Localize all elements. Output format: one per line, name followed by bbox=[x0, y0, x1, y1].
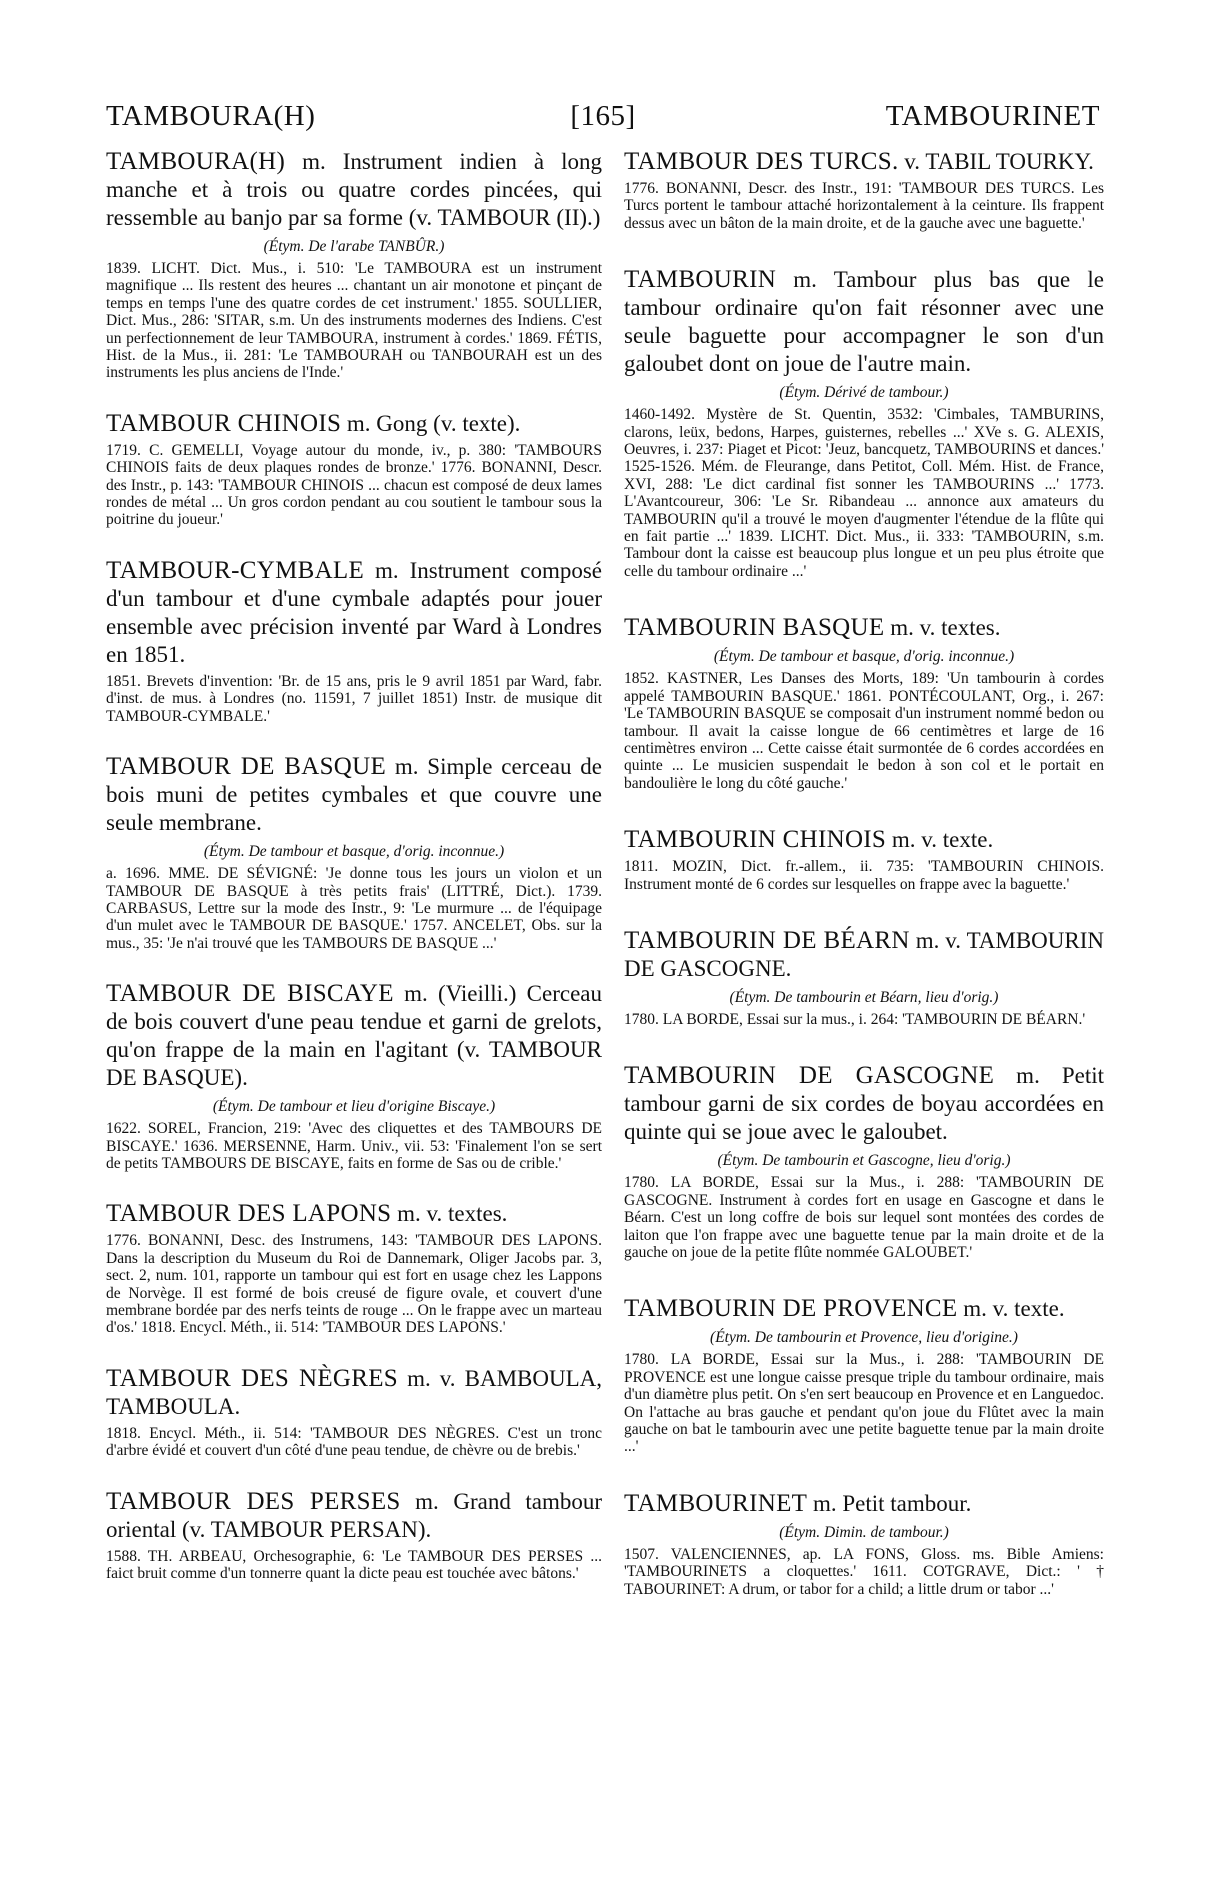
citations: 1507. VALENCIENNES, ap. LA FONS, Gloss. ms. Bible Amiens: 'TAMBOURINETS a cloquettes.' 1611. COTGRAVE, Dict.: ' † TABOURINET: A drum, or tabor for a child; a little drum or tabor ...' bbox=[624, 1545, 1104, 1598]
headword: TAMBOUR DES NÈGRES bbox=[106, 1364, 399, 1392]
etymology: (Étym. De l'arabe TANBÛR.) bbox=[263, 238, 445, 255]
dictionary-entry bbox=[624, 1490, 1104, 1598]
headword: TAMBOUR-CYMBALE bbox=[106, 556, 365, 584]
dictionary-entry bbox=[624, 1295, 1104, 1455]
entry-heading bbox=[106, 148, 602, 232]
definition: m. Instrument indien à long manche et à trois ou quatre cordes pincées, qui ressemble au banjo par sa forme (v. TAMBOUR (II).) bbox=[106, 149, 602, 230]
entry-heading bbox=[106, 753, 602, 837]
dictionary-entry bbox=[624, 148, 1104, 232]
definition: m. v. TAMBOURIN DE GASCOGNE. bbox=[624, 927, 1105, 981]
citations: 1851. Brevets d'invention: 'Br. de 15 ans, pris le 9 avril 1851 par Ward, fabr. d'inst. de mus. à Londres (no. 11591, 7 juillet 1851) Instr. de musique dit TAMBOUR-CYMBALE.' bbox=[106, 672, 602, 725]
entry-heading bbox=[624, 1062, 1104, 1146]
etymology: (Étym. De tambourin et Provence, lieu d'origine.) bbox=[710, 1329, 1018, 1347]
definition: m. v. texte. bbox=[957, 1296, 1065, 1322]
headword: TAMBOUR CHINOIS bbox=[106, 409, 342, 437]
definition: m. Instrument composé d'un tambour et d'une cymbale adaptés pour jouer ensemble avec précision inventé par Ward à Londres en 1851. bbox=[106, 557, 602, 667]
headword: TAMBOUR DES TURCS. bbox=[624, 148, 899, 175]
entry-heading bbox=[624, 927, 1104, 983]
dictionary-entry bbox=[106, 1488, 602, 1583]
citations: 1776. BONANNI, Descr. des Instr., 191: 'TAMBOUR DES TURCS. Les Turcs portent le tambour attaché horizontalement à la ceinture. Ils frappent dessus avec un bâton de la main droite, et de la gauche avec une baguette.' bbox=[624, 180, 1104, 232]
headword: TAMBOUR DES PERSES bbox=[106, 1487, 401, 1515]
definition: m. Tambour plus bas que le tambour ordinaire qu'on fait résonner avec une seule baguette pour accompagner le son d'un galoubet dont on joue de l'autre main. bbox=[624, 267, 1104, 377]
citations: 1460-1492. Mystère de St. Quentin, 3532: 'Cimbales, TAMBURINS, clarons, leüx, bedons, Harpes, guisternes, rebelles ...' XVe s. G. ALEXIS, Oeuvres, i. 237: Piaget et Picot: 'Jeuz, bancquetz, TAMBOURINS et dances.' 1525-1526. Mém. de Fleurange, dans Petitot, Coll. Mém. Hist. de France, XVI, 288: 'Le dict cardinal fist sonner les TAMBOURINS ...' 1773. L'Avantcoureur, 306: 'Le Sr. Ribandeau ... annonce aux amateurs du TAMBOURIN qu'il a trouvé le moyen d'augmenter l'étendue de la flûte qui en fait partie ...' 1839. LICHT. Dict. Mus., ii. 333: 'TAMBOURIN, s.m. Tambour dont la caisse est beaucoup plus longue et un peu plus étroite que celle du tambour ordinaire ...' bbox=[624, 406, 1104, 580]
etymology: (Étym. De tambour et basque, d'orig. inconnue.) bbox=[713, 648, 1015, 666]
headword: TAMBOUR DES LAPONS bbox=[106, 1200, 392, 1228]
right-column bbox=[624, 148, 1104, 1598]
dictionary-entry bbox=[106, 148, 602, 382]
headword: TAMBOUR DE BISCAYE bbox=[106, 980, 394, 1008]
headword: TAMBOURIN BASQUE bbox=[624, 614, 885, 642]
headword: TAMBOURINET bbox=[624, 1489, 808, 1517]
definition: m. v. BAMBOULA, TAMBOULA. bbox=[106, 1365, 602, 1419]
left-column bbox=[106, 148, 602, 1582]
definition: m. v. textes. bbox=[391, 1201, 508, 1227]
entry-heading bbox=[624, 826, 1104, 854]
citations: 1776. BONANNI, Desc. des Instrumens, 143: 'TAMBOUR DES LAPONS. Dans la description du Museum du Roi de Dannemark, Oliger Jacobs par. 3, sect. 2, num. 101, rapporte un tambour qui est fort en usage chez les Lappons de Norvège. Il est formé de bois creusé de figure ovale, et couvert d'une membrane bordée par des nerfs teints de rouge ... On le frappe avec un marteau d'os.' 1818. Encycl. Méth., ii. 514: 'TAMBOUR DES LAPONS.' bbox=[106, 1232, 602, 1337]
dictionary-entry bbox=[624, 614, 1104, 792]
dictionary-entry bbox=[624, 826, 1104, 893]
headword: TAMBOURIN DE PROVENCE bbox=[624, 1295, 958, 1323]
running-head-right: TAMBOURINET bbox=[885, 100, 1100, 132]
entry-heading bbox=[624, 266, 1104, 378]
entry-heading bbox=[106, 1365, 602, 1421]
headword: TAMBOURA(H) bbox=[106, 148, 286, 175]
definition: m. Petit tambour. bbox=[807, 1490, 972, 1516]
entry-heading bbox=[106, 1488, 602, 1544]
etymology: (Étym. De tambourin et Béarn, lieu d'orig.) bbox=[729, 988, 999, 1006]
citations: 1852. KASTNER, Les Danses des Morts, 189: 'Un tambourin à cordes appelé TAMBOURIN BASQUE.' 1861. PONTÉCOULANT, Org., i. 267: 'Le TAMBOURIN BASQUE se composait d'un instrument nommé bedon ou tambour. Il avait la caisse longue de 66 centimètres et large de 16 centimètres environ ... Cette caisse était surmontée de 6 cordes accordées en quinte ... Le musicien suspendait le bedon à son col et le portait en bandoulière le long du côté gauche.' bbox=[624, 670, 1104, 792]
definition: m. (Vieilli.) Cerceau de bois couvert d'une peau tendue et garni de grelots, qu'on frappe de la main en l'agitant (v. TAMBOUR DE BASQUE). bbox=[106, 981, 602, 1091]
definition: m. Petit tambour garni de six cordes de boyau accordées en quinte qui se joue avec le galoubet. bbox=[624, 1063, 1105, 1145]
etymology: (Étym. De tambour et lieu d'origine Biscaye.) bbox=[212, 1098, 496, 1116]
dictionary-entry bbox=[624, 266, 1104, 580]
dictionary-entry bbox=[106, 557, 602, 725]
citations: 1780. LA BORDE, Essai sur la mus., i. 264: 'TAMBOURIN DE BÉARN.' bbox=[624, 1010, 1086, 1028]
dictionary-entry bbox=[106, 1200, 602, 1336]
definition: m. Simple cerceau de bois muni de petites cymbales et que couvre une seule membrane. bbox=[106, 754, 602, 836]
dictionary-entry bbox=[624, 1062, 1104, 1261]
headword: TAMBOURIN CHINOIS bbox=[624, 826, 887, 854]
definition: m. Gong (v. texte). bbox=[341, 410, 521, 436]
headword: TAMBOURIN DE BÉARN bbox=[624, 926, 910, 954]
dictionary-entry bbox=[106, 410, 602, 529]
entry-heading bbox=[106, 410, 602, 438]
definition: v. TABIL TOURKY. bbox=[898, 149, 1094, 174]
etymology: (Étym. De tambourin et Gascogne, lieu d'orig.) bbox=[717, 1152, 1011, 1170]
entry-heading bbox=[624, 148, 1104, 176]
dictionary-entry bbox=[106, 753, 602, 952]
citations: 1588. TH. ARBEAU, Orchesographie, 6: 'Le TAMBOUR DES PERSES ... faict bruit comme d'un tonnerre quant la dicte peau est touchée avec bâtons.' bbox=[106, 1547, 602, 1582]
citations: 1839. LICHT. Dict. Mus., i. 510: 'Le TAMBOURA est un instrument magnifique ... Ils restent des heures ... chantant un air monotone et pinçant de temps en temps l'une des quatre cordes de cet instrument.' 1855. SOULLIER, Dict. Mus., 286: 'SITAR, s.m. Un des instruments modernes des Indiens. C'est un perfectionnement de leur TAMBOURA, instrument à cordes.' 1869. FÉTIS, Hist. de la Mus., ii. 281: 'Le TAMBOURAH ou TANBOURAH est un des instruments les plus anciens de l'Inde.' bbox=[106, 260, 602, 382]
dictionary-entry bbox=[106, 1365, 602, 1460]
definition: m. Grand tambour oriental (v. TAMBOUR PERSAN). bbox=[106, 1488, 602, 1542]
entry-heading bbox=[624, 1295, 1104, 1323]
citations: 1622. SOREL, Francion, 219: 'Avec des cliquettes et des TAMBOURS DE BISCAYE.' 1636. MERSENNE, Harm. Univ., vii. 53: 'Finalement l'on se sert de petits TAMBOURS DE BISCAYE, faits en forme de Sas ou de crible.' bbox=[106, 1120, 602, 1172]
entry-heading bbox=[624, 614, 1104, 642]
etymology: (Étym. Dimin. de tambour.) bbox=[779, 1523, 949, 1541]
headword: TAMBOURIN bbox=[624, 266, 777, 294]
dictionary-entry bbox=[106, 980, 602, 1172]
definition: m. v. texte. bbox=[886, 827, 994, 853]
running-head-left: TAMBOURA(H) bbox=[106, 100, 316, 132]
citations: 1818. Encycl. Méth., ii. 514: 'TAMBOUR DES NÈGRES. C'est un tronc d'arbre évidé et couvert d'un côté d'une peau tendue, de chèvre ou de brebis.' bbox=[106, 1424, 602, 1460]
etymology: (Étym. De tambour et basque, d'orig. inconnue.) bbox=[203, 843, 505, 861]
dictionary-entry bbox=[624, 927, 1104, 1028]
entry-heading bbox=[106, 557, 602, 669]
headword: TAMBOURIN DE GASCOGNE bbox=[624, 1062, 995, 1090]
page-number: [165] bbox=[570, 100, 636, 132]
headword: TAMBOUR DE BASQUE bbox=[106, 753, 387, 781]
entry-heading bbox=[624, 1490, 1104, 1518]
page-header bbox=[106, 100, 1100, 144]
entry-heading bbox=[106, 980, 602, 1092]
citations: 1811. MOZIN, Dict. fr.-allem., ii. 735: 'TAMBOURIN CHINOIS. Instrument monté de 6 cordes sur lesquelles on frappe avec la baguette.' bbox=[624, 858, 1104, 893]
citations: 1780. LA BORDE, Essai sur la Mus., i. 288: 'TAMBOURIN DE GASCOGNE. Instrument à cordes fort en usage en Gascogne et dans le Béarn. C'est un long coffre de bois sur lequel sont montées des cordes de laiton que l'on frappe avec une baguette tenue par la main droite et de la gauche on joue de la petite flûte nommée GALOUBET.' bbox=[624, 1174, 1104, 1261]
etymology: (Étym. Dérivé de tambour.) bbox=[779, 384, 949, 402]
definition: m. v. textes. bbox=[884, 615, 1001, 641]
citations: 1780. LA BORDE, Essai sur la Mus., i. 288: 'TAMBOURIN DE PROVENCE est une longue caisse presque triple du tambour ordinaire, mais d'un diamètre plus petit. On s'en sert beaucoup en Provence et en Languedoc. On l'attache au bras gauche et pendant qu'on joue du Flûtet avec la main gauche on bat le tambourin avec une petite baguette tenue par la main droite ...' bbox=[624, 1351, 1104, 1456]
citations: a. 1696. MME. DE SÉVIGNÉ: 'Je donne tous les jours un violon et un TAMBOUR DE BASQUE à très petits frais' (LITTRÉ, Dict.). 1739. CARBASUS, Lettre sur la mode des Instr., 9: 'Le murmure ... de l'équipage d'un mulet avec le TAMBOUR DE BASQUE.' 1757. ANCELET, Obs. sur la mus., 35: 'Je n'ai trouvé que les TAMBOURS DE BASQUE ...' bbox=[106, 865, 602, 952]
entry-heading bbox=[106, 1200, 602, 1228]
citations: 1719. C. GEMELLI, Voyage autour du monde, iv., p. 380: 'TAMBOURS CHINOIS faits de deux plaques rondes de bronze.' 1776. BONANNI, Descr. des Instr., p. 143: 'TAMBOUR CHINOIS ... chacun est composé de deux lames rondes de métal ... Un gros cordon pendant au cou soutient le tambour sous la poitrine du joueur.' bbox=[106, 441, 602, 529]
